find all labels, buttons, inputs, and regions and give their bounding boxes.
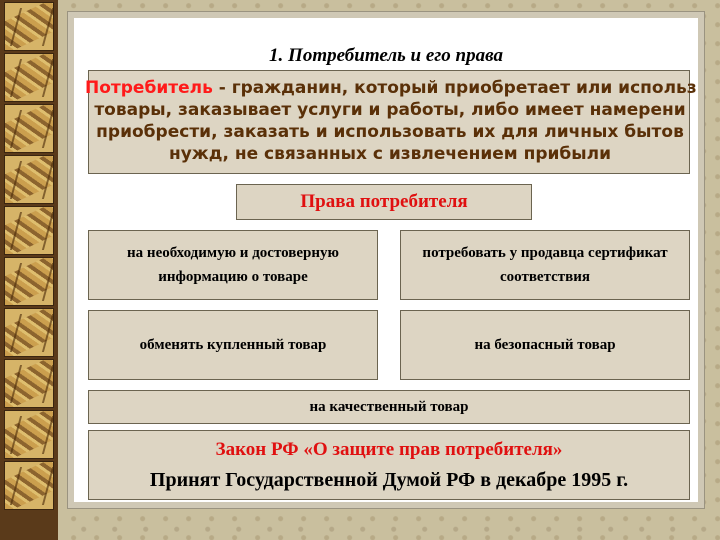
decorative-filmstrip xyxy=(0,0,58,540)
right-certificate: потребовать у продавца сертификат соответствия xyxy=(400,230,690,300)
right-information: на необходимую и достоверную информацию о товаре xyxy=(88,230,378,300)
rights-header: Права потребителя xyxy=(236,184,532,220)
decorative-tile xyxy=(4,308,54,357)
decorative-tile xyxy=(4,461,54,510)
decorative-tile xyxy=(4,2,54,51)
law-box xyxy=(88,430,690,500)
law-title: Закон РФ «О защите прав потребителя» xyxy=(215,439,563,460)
decorative-tile xyxy=(4,104,54,153)
decorative-tile xyxy=(4,257,54,306)
right-exchange: обменять купленный товар xyxy=(88,310,378,380)
decorative-tile xyxy=(4,155,54,204)
decorative-tile xyxy=(4,359,54,408)
decorative-tile xyxy=(4,410,54,459)
definition-line-1-text: гражданин, который приобретает или использ xyxy=(231,78,697,98)
definition-line-2: товары, заказывает услуги и работы, либо имеет намерени xyxy=(94,100,686,120)
definition-line-4: нужд, не связанных с извлечением прибыли xyxy=(168,144,612,164)
definition-separator: - xyxy=(212,78,232,98)
definition-term: Потребитель xyxy=(85,78,213,98)
decorative-tile xyxy=(4,206,54,255)
slide-panel xyxy=(68,12,704,508)
definition-box xyxy=(85,70,697,174)
law-subtitle: Принят Государственной Думой РФ в декабре 1995 г. xyxy=(149,469,629,491)
slide-title: 1. Потребитель и его права xyxy=(269,45,503,66)
definition-line-1 xyxy=(85,77,695,99)
decorative-tile xyxy=(4,53,54,102)
right-safe-product: на безопасный товар xyxy=(400,310,690,380)
right-quality-product: на качественный товар xyxy=(88,390,690,424)
definition-line-3: приобрести, заказать и использовать их для личных бытов xyxy=(96,122,684,142)
